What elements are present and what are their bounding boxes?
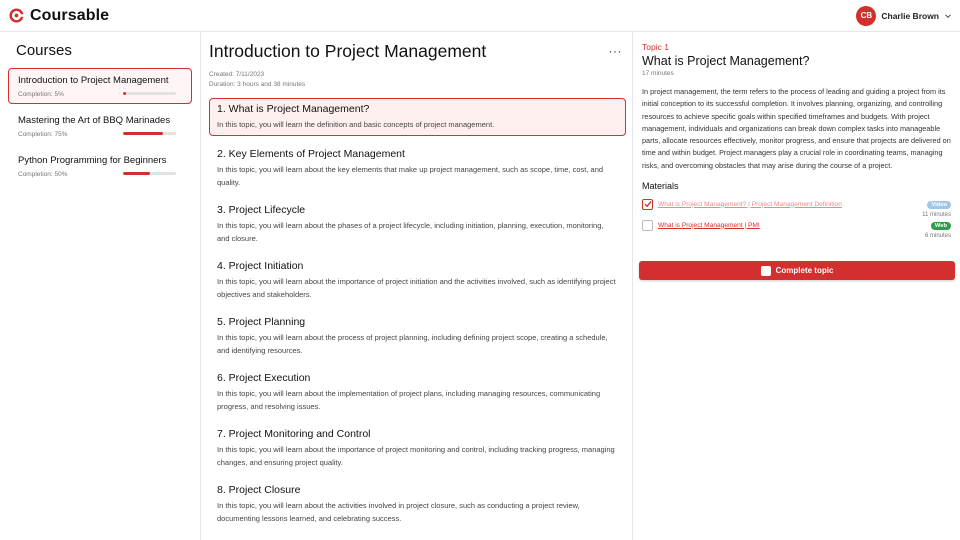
topic-label: Topic 1: [642, 42, 669, 52]
material-link[interactable]: What is Project Management? | Project Management Definition: [658, 200, 842, 208]
topic-list: [209, 98, 626, 531]
course-item-title: Introduction to Project Management: [18, 75, 169, 86]
topic-item-desc: In this topic, you will learn about the implementation of project plans, including managing resources, communicating progress, and resolving issues.: [217, 389, 601, 411]
material-list: [642, 196, 954, 240]
course-progress-fill: [123, 92, 126, 95]
material-duration: 6 minutes: [924, 233, 951, 240]
coursable-logo-icon: [9, 8, 24, 23]
check-icon: [644, 200, 652, 208]
topic-item[interactable]: [209, 311, 626, 363]
topic-item[interactable]: [209, 423, 626, 475]
topic-item-title: 7. Project Monitoring and Control: [217, 428, 371, 440]
course-progress-bar: [123, 132, 176, 135]
topic-item[interactable]: [209, 479, 626, 531]
course-duration: Duration: 3 hours and 38 minutes: [209, 81, 306, 88]
topic-item-title: 4. Project Initiation: [217, 260, 304, 272]
complete-topic-label: Complete topic: [775, 266, 834, 275]
course-list: [8, 68, 192, 184]
avatar[interactable]: CB: [856, 6, 876, 26]
topic-item[interactable]: [209, 199, 626, 251]
material-type-badge: Video: [927, 201, 951, 209]
topic-item-title: 5. Project Planning: [217, 316, 306, 328]
topic-item-desc: In this topic, you will learn about the importance of project initiation and the activities involved, such as identifying project objectives and stakeholders.: [217, 277, 616, 299]
topic-item[interactable]: [209, 255, 626, 307]
more-horizontal-icon[interactable]: ···: [608, 44, 622, 58]
course-created: Created: 7/11/2023: [209, 71, 265, 78]
topic-item-desc: In this topic, you will learn about the activities involved in project closure, such as conducting a project review, documenting lessons learned, and celebrating success.: [217, 501, 580, 523]
course-panel: [202, 32, 633, 540]
complete-topic-button[interactable]: [639, 261, 955, 280]
course-item-completion: Completion: 5%: [18, 91, 64, 98]
sidebar-heading: Courses: [16, 42, 72, 59]
material-type-badge: Web: [931, 222, 951, 230]
topic-item-title: 8. Project Closure: [217, 484, 301, 496]
topic-item-title: 3. Project Lifecycle: [217, 204, 306, 216]
material-checkbox[interactable]: [642, 220, 653, 231]
course-item-title: Python Programming for Beginners: [18, 155, 167, 166]
topic-title: What is Project Management?: [642, 54, 810, 68]
topic-item[interactable]: [209, 143, 626, 195]
material-duration: 11 minutes: [922, 212, 951, 219]
materials-heading: Materials: [642, 181, 679, 192]
top-bar: [0, 0, 960, 32]
topic-item-title: 2. Key Elements of Project Management: [217, 148, 405, 160]
topic-item-desc: In this topic, you will learn about the importance of project monitoring and control, including tracking progress, managing changes, and ensuring project quality.: [217, 445, 615, 467]
course-item-completion: Completion: 50%: [18, 171, 68, 178]
course-progress-fill: [123, 172, 150, 175]
topic-body: In project management, the term refers to the process of leading and guiding a project from its initial conception to its successful completion. It involves planning, organizing, and controlling resources to achieve specific goals within specified timeframes and budgets. With project management, individuals and organizations can break down complex tasks into manageable parts, allocate resources effectively, monitor progress, and ensure that projects are delivered on time and within budget. Project managers play a crucial role in coordinating teams, managing risks, and overcoming obstacles that may arise during the course of a project.: [642, 87, 951, 170]
material-item: [642, 217, 954, 240]
topic-item-desc: In this topic, you will learn the definition and basic concepts of project management.: [217, 120, 495, 129]
app-name: Coursable: [30, 6, 110, 24]
brand[interactable]: [9, 7, 109, 25]
topic-item-title: 1. What is Project Management?: [217, 103, 370, 115]
course-progress-bar: [123, 92, 176, 95]
material-checkbox[interactable]: [642, 199, 653, 210]
user-menu[interactable]: [856, 6, 952, 26]
course-progress-bar: [123, 172, 176, 175]
topic-detail-panel: [634, 32, 960, 540]
topic-item[interactable]: [209, 367, 626, 419]
course-item[interactable]: [8, 108, 192, 144]
course-item[interactable]: [8, 148, 192, 184]
course-item[interactable]: [8, 68, 192, 104]
chevron-down-icon[interactable]: [944, 12, 952, 20]
topic-duration: 17 minutes: [642, 70, 674, 77]
user-name[interactable]: Charlie Brown: [881, 10, 939, 21]
topic-item-desc: In this topic, you will learn about the key elements that make up project management, such as scope, time, cost, and quality.: [217, 165, 604, 187]
courses-sidebar: [0, 32, 201, 540]
course-item-completion: Completion: 75%: [18, 131, 68, 138]
topic-item-title: 6. Project Execution: [217, 372, 311, 384]
material-item: [642, 196, 954, 219]
course-title: Introduction to Project Management: [209, 41, 487, 61]
material-link[interactable]: What is Project Management | PMI: [658, 221, 760, 229]
course-item-title: Mastering the Art of BBQ Marinades: [18, 115, 171, 126]
topic-item[interactable]: [209, 98, 626, 136]
topic-item-desc: In this topic, you will learn about the process of project planning, including defining project scope, creating a schedule, and identifying resources.: [217, 333, 608, 355]
checkbox-icon: [761, 266, 771, 276]
course-progress-fill: [123, 132, 163, 135]
topic-item-desc: In this topic, you will learn about the phases of a project lifecycle, including initiation, planning, execution, monitoring, and closure.: [217, 221, 604, 243]
